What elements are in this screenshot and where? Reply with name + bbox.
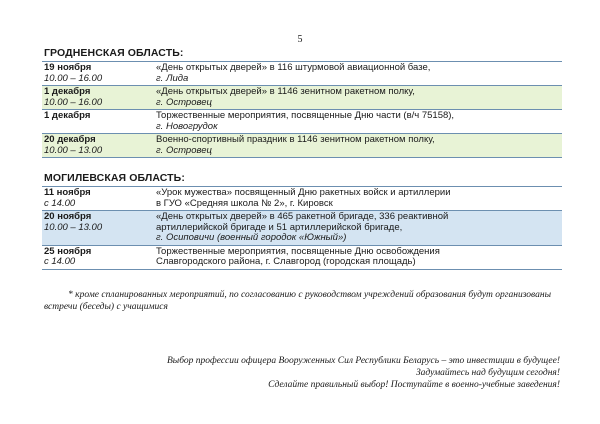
event-place: г. Лида [156, 72, 189, 84]
event-time: с 14.00 [44, 256, 76, 267]
event-description-cell [154, 211, 562, 245]
event-place: г. Осиповичи (военный городок «Южный») [156, 232, 347, 243]
event-row [42, 110, 562, 134]
event-date-cell [42, 62, 154, 85]
event-row [42, 86, 562, 110]
event-time: 10.00 – 16.00 [44, 72, 103, 84]
event-date-cell [42, 211, 154, 245]
event-description-cell [154, 110, 562, 133]
events-table-mogilev [42, 186, 562, 270]
event-date: 1 декабря [44, 86, 91, 97]
event-row [42, 61, 562, 86]
event-time: 10.00 – 13.00 [44, 221, 103, 233]
page-number: 5 [297, 34, 303, 45]
event-description: Торжественные мероприятия, посвященные Дню части (в/ч 75158), [156, 110, 455, 121]
slogan-line: Сделайте правильный выбор! Поступайте в военно-учебные заведения! [268, 380, 560, 390]
event-date-cell [42, 134, 154, 157]
event-date-cell [42, 86, 154, 109]
event-place: г. Островец [156, 96, 212, 108]
event-row [42, 211, 562, 246]
section-title-mogilev: МОГИЛЕВСКАЯ ОБЛАСТЬ: [44, 172, 185, 184]
event-description: «День открытых дверей» в 116 штурмовой авиационной базе, [156, 62, 431, 73]
section-title-grodno: ГРОДНЕНСКАЯ ОБЛАСТЬ: [44, 47, 184, 59]
slogan-line: Выбор профессии офицера Вооруженных Сил Республики Беларусь – это инвестиции в будущее! [166, 356, 560, 366]
event-description: Торжественные мероприятия, посвященные Дню освобождения [156, 245, 440, 257]
event-date: 20 декабря [44, 134, 96, 145]
slogan [80, 355, 560, 391]
event-description: Военно-спортивный праздник в 1146 зенитном ракетном полку, [156, 134, 435, 145]
event-row [42, 186, 562, 211]
event-row [42, 246, 562, 270]
event-place: г. Новогрудок [156, 120, 218, 132]
event-time: 10.00 – 13.00 [44, 144, 103, 156]
events-table-grodno [42, 61, 562, 158]
event-date: 1 декабря [44, 110, 91, 121]
event-description-cell [154, 86, 562, 109]
event-description-cell [154, 187, 562, 210]
event-description: Славгородского района, г. Славгород (городская площадь) [156, 256, 416, 267]
event-time: 10.00 – 16.00 [44, 96, 103, 108]
event-date-cell [42, 110, 154, 133]
event-date: 25 ноября [44, 245, 92, 257]
event-time: с 14.00 [44, 197, 76, 209]
event-place: г. Островец [156, 144, 212, 156]
event-description: «Урок мужества» посвященный Дню ракетных войск и артиллерии [156, 187, 451, 198]
event-description: артиллерийской бригаде и 51 артиллерийской бригаде, [156, 221, 403, 233]
event-description: «День открытых дверей» в 1146 зенитном ракетном полку, [156, 86, 415, 97]
event-row [42, 134, 562, 158]
event-description-cell [154, 134, 562, 157]
event-date-cell [42, 187, 154, 210]
footnote: * кроме спланированных мероприятий, по согласованию с руководством учреждений образования будут организованы встречи (беседы) с учащимися [44, 290, 551, 312]
event-description-cell [154, 246, 562, 269]
event-date: 19 ноября [44, 62, 92, 73]
event-description: «День открытых дверей» в 465 ракетной бригаде, 336 реактивной [156, 211, 449, 222]
event-description-cell [154, 62, 562, 85]
event-date: 20 ноября [44, 211, 92, 222]
slogan-line: Задумайтесь над будущим сегодня! [415, 368, 560, 378]
event-date-cell [42, 246, 154, 269]
event-date: 11 ноября [44, 187, 91, 198]
event-description: в ГУО «Средняя школа № 2», г. Кировск [156, 197, 333, 209]
